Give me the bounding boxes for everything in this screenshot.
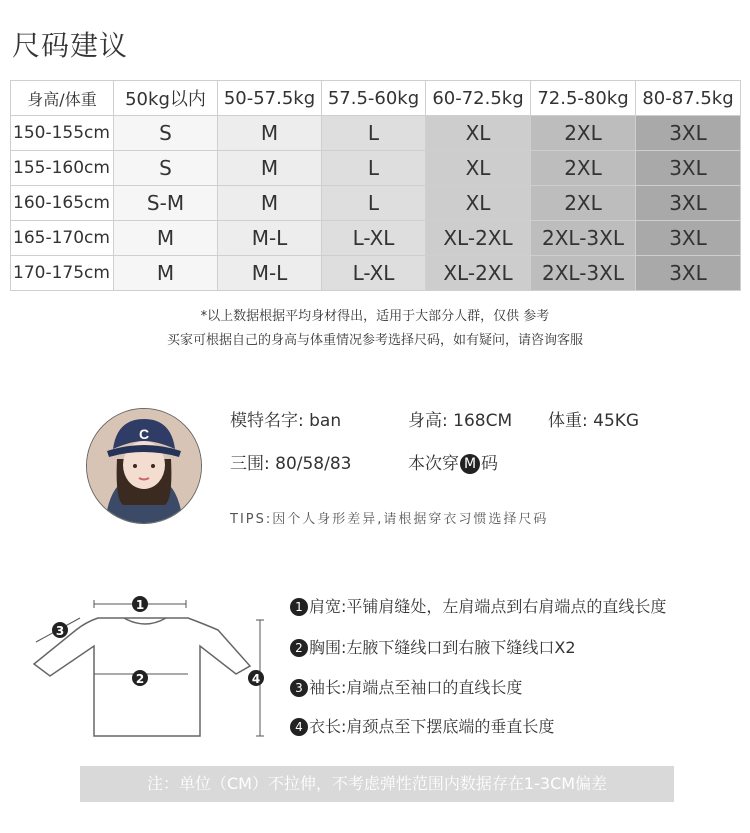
table-cell: M-L	[218, 221, 322, 256]
table-cell: 165-170cm	[11, 221, 114, 256]
table-row	[11, 116, 741, 151]
measure-chest	[290, 635, 576, 658]
table-cell: M	[218, 151, 322, 186]
table-header-cell: 身高/体重	[11, 81, 114, 116]
table-cell: M	[218, 116, 322, 151]
table-cell: 3XL	[636, 256, 741, 291]
table-header-cell: 50kg以内	[114, 81, 218, 116]
table-cell: XL	[426, 116, 531, 151]
table-cell: 3XL	[636, 186, 741, 221]
table-header-cell: 57.5-60kg	[322, 81, 426, 116]
table-cell: 3XL	[636, 116, 741, 151]
model-measurements: 三围: 80/58/83	[230, 454, 352, 474]
table-cell: L-XL	[322, 221, 426, 256]
table-row	[11, 151, 741, 186]
svg-text:3: 3	[55, 624, 65, 638]
table-cell: 170-175cm	[11, 256, 114, 291]
table-cell: 3XL	[636, 221, 741, 256]
table-cell: XL-2XL	[426, 256, 531, 291]
model-weight: 体重: 45KG	[548, 411, 640, 431]
model-photo-icon	[87, 409, 201, 523]
table-cell: L	[322, 116, 426, 151]
table-cell: L	[322, 151, 426, 186]
table-header-cell: 60-72.5kg	[426, 81, 531, 116]
table-cell: 2XL	[531, 116, 636, 151]
measure-text: 胸围:左腋下缝线口到右腋下缝线口X2	[309, 638, 576, 657]
table-cell: XL	[426, 151, 531, 186]
table-cell: M	[114, 256, 218, 291]
table-cell: S-M	[114, 186, 218, 221]
number-1-icon: 1	[290, 598, 308, 616]
model-wear-size	[408, 449, 498, 474]
model-avatar	[86, 408, 202, 524]
table-header-cell: 50-57.5kg	[218, 81, 322, 116]
table-cell: L-XL	[322, 256, 426, 291]
table-header-cell: 72.5-80kg	[531, 81, 636, 116]
number-3-icon: 3	[290, 679, 308, 697]
measure-sleeve	[290, 675, 522, 698]
size-chart-table	[10, 80, 741, 291]
table-cell: M	[218, 186, 322, 221]
table-cell: XL-2XL	[426, 221, 531, 256]
table-cell: S	[114, 151, 218, 186]
number-2-icon: 2	[290, 639, 308, 657]
table-row	[11, 186, 741, 221]
table-cell: M	[114, 221, 218, 256]
shirt-collar	[124, 618, 166, 624]
table-cell: M-L	[218, 256, 322, 291]
model-height: 身高: 168CM	[408, 411, 513, 431]
measure-text: 肩宽:平铺肩缝处，左肩端点到右肩端点的直线长度	[309, 597, 667, 616]
table-cell: 2XL	[531, 151, 636, 186]
table-cell: 2XL-3XL	[531, 256, 636, 291]
table-row	[11, 256, 741, 291]
wear-prefix: 本次穿	[408, 454, 459, 474]
disclaimer-note: *以上数据根据平均身材得出，适用于大部分人群，仅供 参考	[200, 309, 550, 324]
shirt-diagram	[28, 590, 264, 750]
table-cell: 2XL	[531, 186, 636, 221]
wear-size-badge: M	[460, 454, 480, 474]
table-cell: 3XL	[636, 151, 741, 186]
tips-text: TIPS:因个人身形差异,请根据穿衣习惯选择尺码	[230, 512, 549, 527]
measure-shoulder	[290, 594, 666, 617]
table-cell: XL	[426, 186, 531, 221]
footer-note: 注：单位（CM）不拉伸，不考虑弹性范围内数据存在1-3CM偏差	[80, 766, 674, 802]
table-cell: 150-155cm	[11, 116, 114, 151]
table-cell: 2XL-3XL	[531, 221, 636, 256]
table-header-row	[11, 81, 741, 116]
wear-suffix: 码	[481, 454, 498, 474]
page-title: 尺码建议	[12, 29, 129, 62]
table-cell: 160-165cm	[11, 186, 114, 221]
number-4-icon: 4	[290, 718, 308, 736]
measure-text: 衣长:肩颈点至下摆底端的垂直长度	[309, 717, 555, 736]
measure-length	[290, 714, 554, 737]
svg-text:2: 2	[135, 672, 145, 686]
table-cell: S	[114, 116, 218, 151]
model-name: 模特名字: ban	[230, 411, 342, 431]
table-header-cell: 80-87.5kg	[636, 81, 741, 116]
table-row	[11, 221, 741, 256]
table-cell: 155-160cm	[11, 151, 114, 186]
svg-text:1: 1	[135, 598, 145, 612]
measure-text: 袖长:肩端点至袖口的直线长度	[309, 678, 523, 697]
svg-text:C: C	[138, 426, 150, 442]
table-cell: L	[322, 186, 426, 221]
advice-note: 买家可根据自己的身高与体重情况参考选择尺码，如有疑问，请咨询客服	[166, 333, 583, 348]
svg-text:4: 4	[251, 672, 261, 686]
